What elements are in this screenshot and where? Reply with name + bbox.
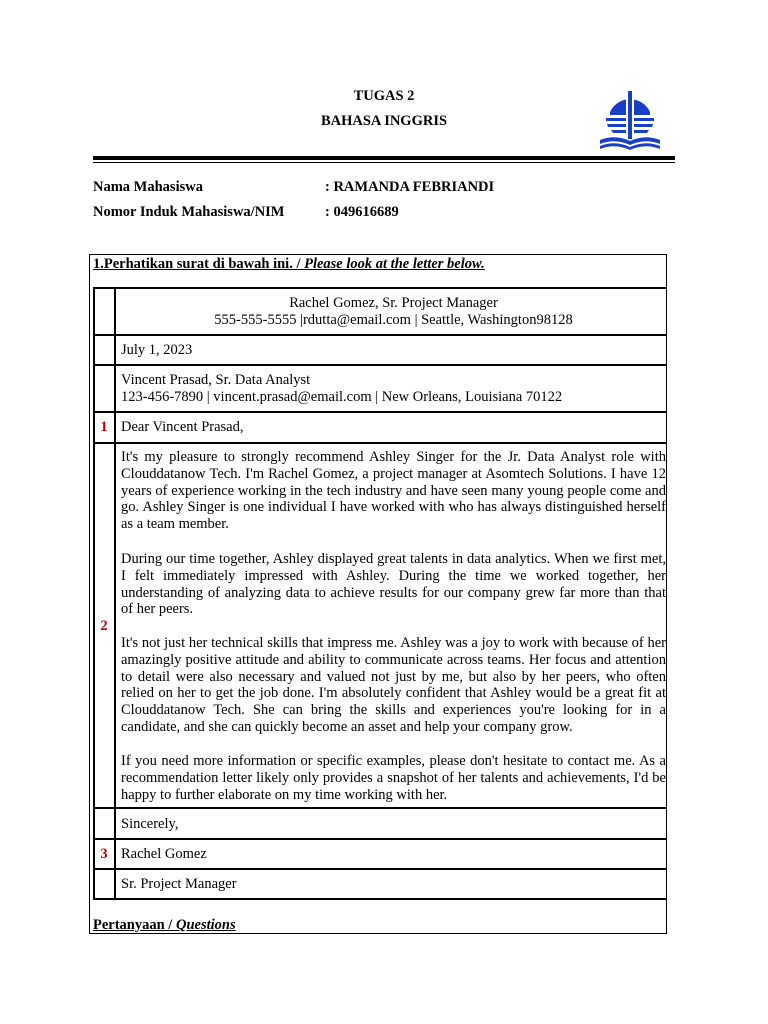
body-paragraph-2: During our time together, Ashley displayed great talents in data analytics. When we first met, I felt immediately impressed with Ashley. During the time we worked together, her understanding of analyzing data to achieve results for our company grew far more than that of her peers. (121, 551, 666, 618)
doc-title-line2: BAHASA INGGRIS (320, 113, 448, 129)
instruction-text-main: 1.Perhatikan surat di bawah ini. / (93, 256, 305, 272)
row-divider (93, 334, 667, 336)
row-divider (93, 807, 667, 809)
sender-name-title: Rachel Gomez, Sr. Project Manager (289, 295, 498, 311)
letter-date: July 1, 2023 (121, 342, 193, 358)
header-rule-thin (93, 162, 675, 163)
row-divider (93, 442, 667, 444)
sender-contact: 555-555-5555 |rdutta@email.com | Seattle, Washington98128 (214, 312, 573, 328)
row-divider (93, 364, 667, 366)
number-column-divider (114, 287, 116, 900)
signature-name: Rachel Gomez (121, 846, 207, 862)
salutation: Dear Vincent Prasad, (121, 419, 244, 435)
doc-title-line1: TUGAS 2 (353, 88, 415, 104)
questions-label-italic: Questions (175, 917, 236, 933)
row-divider (93, 838, 667, 840)
body-paragraph-4: If you need more information or specific examples, please don't hesitate to contact me. As a recommendation letter likely only provides a snapshot of her talents and achievements, I'd be happy to further elaborate on my time working with her. (121, 753, 666, 803)
row-number-1: 1 (100, 419, 108, 435)
row-divider (93, 411, 667, 413)
recipient-name-title: Vincent Prasad, Sr. Data Analyst (121, 372, 311, 388)
student-name-label: Nama Mahasiswa (93, 179, 203, 195)
student-nim-value: : 049616689 (325, 204, 399, 220)
questions-label: Pertanyaan / (93, 917, 176, 933)
questions-heading (93, 917, 236, 934)
row-divider (93, 868, 667, 870)
table-top-border (93, 287, 667, 289)
body-paragraph-1: It's my pleasure to strongly recommend Ashley Singer for the Jr. Data Analyst role with Clouddatanow Tech. I'm Rachel Gomez, a project manager at Asomtech Solutions. I have 12 years of experience working in the tech industry and have seen many young people come and go. Ashley Singer is one individual I have worked with who has always distinguished herself as a team member. (121, 449, 666, 533)
instruction-text (93, 256, 485, 273)
row-number-3: 3 (100, 846, 108, 862)
body-paragraph-3: It's not just her technical skills that impress me. Ashley was a joy to work with because of her amazingly positive attitude and ability to communicate across teams. Her focus and attention to detail were also necessary and valued not just by me, but also by her peers, who often relied on her to get the job done. I'm absolutely confident that Ashley would be a great fit at Clouddatanow Tech. She can bring the skills and experiences you're looking for in a candidate, and she can quickly become an asset and help your company grow. (121, 635, 666, 735)
signature-title: Sr. Project Manager (121, 876, 237, 892)
instruction-text-italic: Please look at the letter below. (304, 256, 485, 272)
student-name-value: : RAMANDA FEBRIANDI (325, 179, 495, 195)
university-logo-icon (596, 88, 664, 156)
row-number-2: 2 (100, 618, 108, 634)
table-left-border (93, 287, 95, 900)
header-rule-thick (93, 156, 675, 160)
table-bottom-border (93, 898, 667, 900)
recipient-contact: 123-456-7890 | vincent.prasad@email.com | New Orleans, Louisiana 70122 (121, 389, 563, 405)
student-nim-label: Nomor Induk Mahasiswa/NIM (93, 204, 285, 220)
closing: Sincerely, (121, 816, 179, 832)
